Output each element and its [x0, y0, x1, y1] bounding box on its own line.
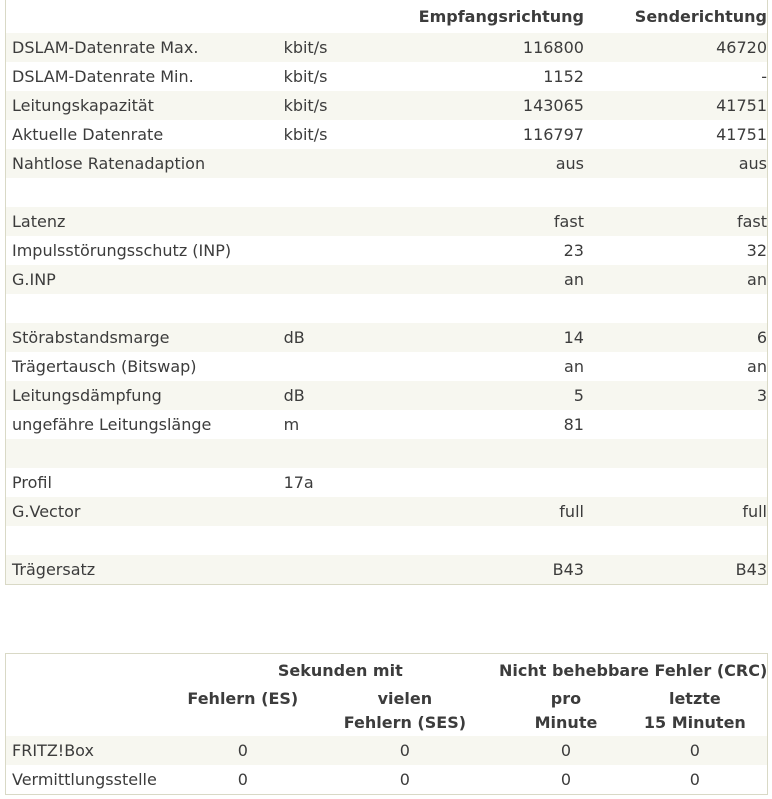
header-last-15-min — [623, 687, 767, 735]
row-up: aus — [738, 154, 767, 173]
table-row — [6, 62, 767, 91]
row-down: fast — [553, 212, 584, 231]
row-crc-per-minute: 0 — [560, 770, 572, 789]
row-es: 0 — [237, 770, 248, 789]
row-unit: kbit/s — [283, 125, 328, 144]
row-label: FRITZ!Box — [12, 741, 94, 760]
row-down: 116797 — [522, 125, 584, 144]
row-up: 41751 — [716, 96, 767, 115]
row-label: DSLAM-Datenrate Min. — [12, 67, 194, 86]
row-up: B43 — [735, 560, 767, 579]
row-crc-per-minute: 0 — [560, 741, 572, 760]
row-up: an — [747, 270, 767, 289]
row-label: Störabstandsmarge — [12, 328, 170, 347]
row-down: an — [564, 357, 584, 376]
row-crc-15-min: 0 — [689, 741, 700, 760]
row-up: full — [742, 502, 767, 521]
row-down: B43 — [552, 560, 584, 579]
row-label: Aktuelle Datenrate — [12, 125, 164, 144]
row-up: fast — [736, 212, 767, 231]
header-es-blank — [185, 711, 300, 735]
row-unit: m — [283, 415, 300, 434]
table-row — [6, 33, 767, 62]
table-row — [6, 555, 767, 584]
row-label: Leitungskapazität — [12, 96, 154, 115]
row-down: 81 — [563, 415, 584, 434]
row-down: aus — [555, 154, 584, 173]
header-last-15-min-line1: letzte — [668, 689, 721, 708]
header-last-15-min-line2: 15 Minuten — [643, 713, 746, 732]
table-row-spacer — [6, 294, 767, 323]
header-es-line: Fehlern (ES) — [187, 689, 299, 708]
header-es — [185, 687, 300, 735]
header-downstream: Empfangsrichtung — [418, 7, 584, 26]
group-crc-header: Nicht behebbare Fehler (CRC) — [499, 660, 768, 680]
header-per-minute — [509, 687, 622, 735]
row-label: Nahtlose Ratenadaption — [12, 154, 206, 173]
row-ses: 0 — [399, 741, 410, 760]
table-row-spacer — [6, 178, 767, 207]
row-up: 6 — [756, 328, 767, 347]
row-down: 23 — [563, 241, 584, 260]
row-label: Latenz — [12, 212, 66, 231]
row-label: Impulsstörungsschutz (INP) — [12, 241, 232, 260]
row-unit: 17a — [283, 473, 314, 492]
row-label: G.Vector — [12, 502, 81, 521]
row-down: 116800 — [522, 38, 584, 57]
table-row — [6, 736, 767, 765]
row-ses: 0 — [399, 770, 410, 789]
header-ses-line2: Fehlern (SES) — [343, 713, 467, 732]
column-header — [6, 686, 767, 736]
table-row — [6, 323, 767, 352]
header-per-minute-line2: Minute — [534, 713, 598, 732]
row-label: Leitungsdämpfung — [12, 386, 162, 405]
header-ses-line1: vielen — [377, 689, 433, 708]
row-crc-15-min: 0 — [689, 770, 700, 789]
row-label: Vermittlungsstelle — [12, 770, 157, 789]
group-seconds-header: Sekunden mit — [277, 660, 403, 680]
header-upstream: Senderichtung — [634, 7, 767, 26]
table-row — [6, 410, 767, 439]
table-row — [6, 207, 767, 236]
row-up: - — [761, 67, 767, 86]
row-label: G.INP — [12, 270, 56, 289]
table-row — [6, 91, 767, 120]
table-row — [6, 497, 767, 526]
row-down: 14 — [563, 328, 584, 347]
table-row-spacer — [6, 439, 767, 468]
header-ses — [301, 687, 510, 735]
table-row — [6, 468, 767, 497]
row-down: 143065 — [522, 96, 584, 115]
row-label: Trägersatz — [12, 560, 96, 579]
row-label: Trägertausch (Bitswap) — [12, 357, 197, 376]
row-down: an — [564, 270, 584, 289]
row-unit: kbit/s — [283, 38, 328, 57]
table-row — [6, 236, 767, 265]
table-header — [6, 0, 767, 33]
group-header — [6, 654, 767, 686]
dsl-line-table — [5, 0, 768, 585]
row-up: 41751 — [716, 125, 767, 144]
table-row — [6, 149, 767, 178]
row-up: 3 — [756, 386, 767, 405]
row-label: Profil — [12, 473, 52, 492]
row-unit: kbit/s — [283, 67, 328, 86]
header-per-minute-line1: pro — [550, 689, 582, 708]
row-label: ungefähre Leitungslänge — [12, 415, 212, 434]
table-row — [6, 352, 767, 381]
row-unit: dB — [283, 386, 305, 405]
table-row — [6, 265, 767, 294]
row-down: 1152 — [543, 67, 584, 86]
row-up: an — [747, 357, 767, 376]
row-down: full — [559, 502, 584, 521]
table-row — [6, 381, 767, 410]
table-row — [6, 120, 767, 149]
row-unit: kbit/s — [283, 96, 328, 115]
table-row — [6, 765, 767, 794]
row-up: 32 — [746, 241, 767, 260]
row-up: 46720 — [716, 38, 767, 57]
row-es: 0 — [237, 741, 248, 760]
row-unit: dB — [283, 328, 305, 347]
error-statistics-table — [5, 653, 768, 795]
row-down: 5 — [573, 386, 584, 405]
table-row-spacer — [6, 526, 767, 555]
row-label: DSLAM-Datenrate Max. — [12, 38, 199, 57]
